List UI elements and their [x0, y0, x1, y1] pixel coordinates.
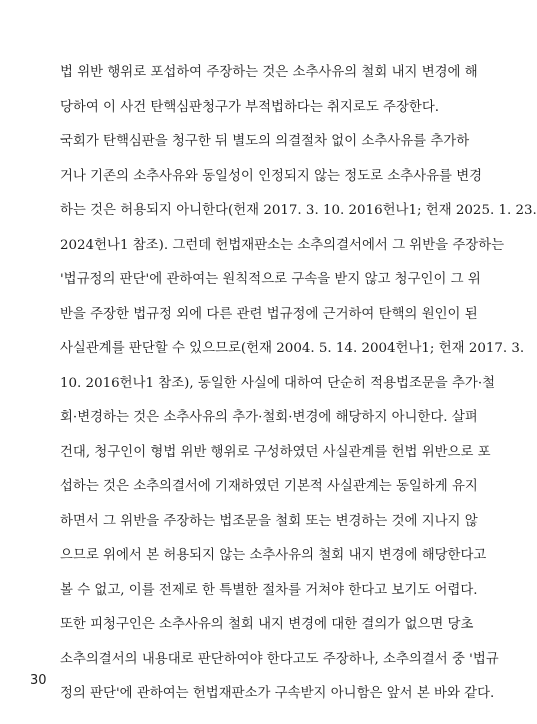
text-line: 볼 수 없고, 이를 전제로 한 특별한 절차를 거쳐야 한다고 보기도 어렵다.: [60, 582, 478, 598]
text-line: 섭하는 것은 소추의결서에 기재하였던 기본적 사실관계는 동일하게 유지: [60, 479, 478, 494]
body-text: [60, 56, 537, 712]
text-line: 국회가 탄핵심판을 청구한 뒤 별도의 의결절차 없이 소추사유를 추가하: [60, 134, 470, 149]
text-line: 2024헌나1 참조). 그런데 헌법재판소는 소추의결서에서 그 위반을 주장하는: [60, 237, 505, 253]
text-line: 반을 주장한 법규정 외에 다른 관련 법규정에 근거하여 탄핵의 원인이 된: [60, 306, 478, 322]
text-line: 사실관계를 판단할 수 있으므로(헌재 2004. 5. 14. 2004헌나1; 헌재 2017. 3.: [60, 341, 525, 356]
page-number: 30: [30, 673, 47, 688]
text-line: 또한 피청구인은 소추사유의 철회 내지 변경에 대한 결의가 없으면 당초: [60, 617, 474, 632]
text-line: 정의 판단'에 관하여는 헌법재판소가 구속받지 아니함은 앞서 본 바와 같다.: [60, 686, 495, 701]
text-line: 하면서 그 위반을 주장하는 법조문을 철회 또는 변경하는 것에 지나지 않: [60, 513, 478, 529]
text-line: 10. 2016헌나1 참조), 동일한 사실에 대하여 단순히 적용법조문을 추가·철: [60, 375, 496, 391]
text-line: '법규정의 판단'에 관하여는 원칙적으로 구속을 받지 않고 청구인이 그 위: [60, 272, 481, 287]
text-line: 소추의결서의 내용대로 판단하여야 한다고도 주장하나, 소추의결서 중 '법규: [60, 651, 499, 667]
text-line: 건대, 청구인이 형법 위반 행위로 구성하였던 사실관계를 헌법 위반으로 포: [60, 444, 491, 460]
text-line: 거나 기존의 소추사유와 동일성이 인정되지 않는 정도로 소추사유를 변경: [60, 168, 483, 184]
text-line: 법 위반 행위로 포섭하여 주장하는 것은 소추사유의 철회 내지 변경에 해: [60, 65, 478, 80]
text-line: 회·변경하는 것은 소추사유의 추가·철회·변경에 해당하지 아니한다. 살펴: [60, 410, 478, 425]
text-line: 으므로 위에서 본 허용되지 않는 소추사유의 철회 내지 변경에 해당한다고: [60, 548, 487, 563]
text-line: 당하여 이 사건 탄핵심판청구가 부적법하다는 취지로도 주장한다.: [60, 99, 440, 115]
text-line: 하는 것은 허용되지 아니한다(헌재 2017. 3. 10. 2016헌나1; 헌재 2025. 1. 23.: [60, 203, 537, 218]
